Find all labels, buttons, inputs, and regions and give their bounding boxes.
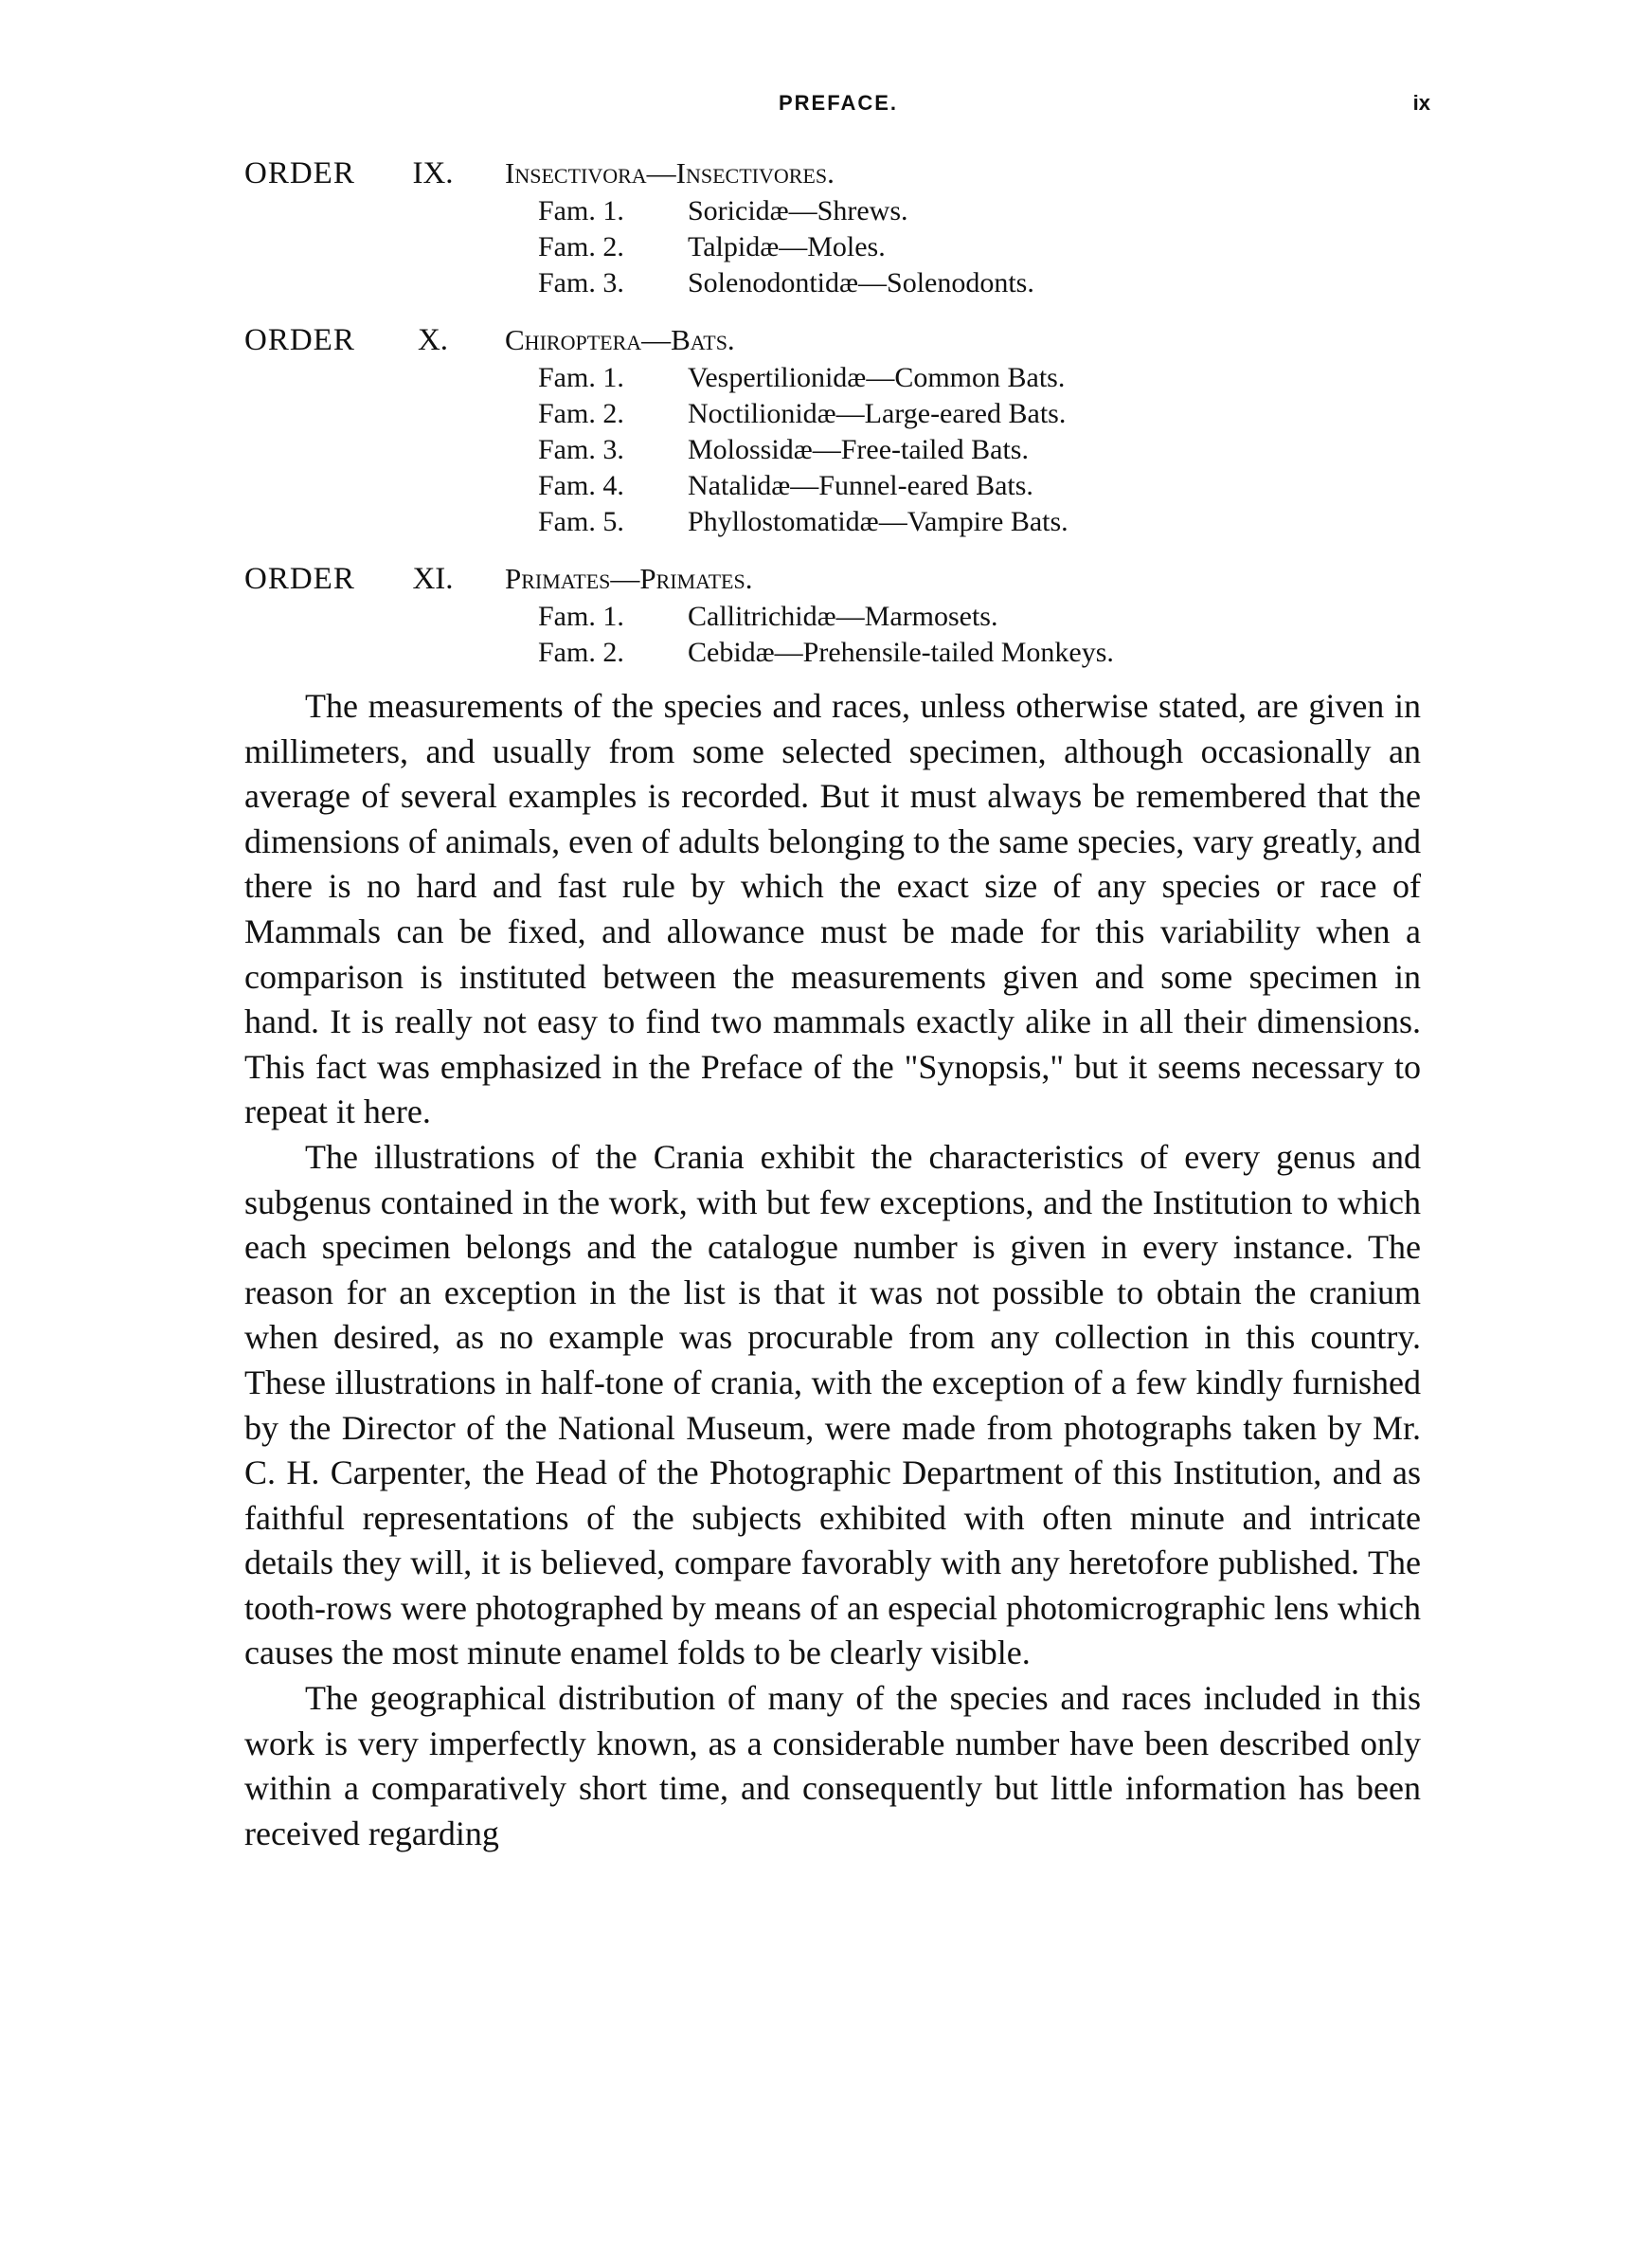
- order-heading: [244, 320, 1428, 360]
- family-entry: [244, 635, 1428, 671]
- page-header: [246, 91, 1430, 129]
- family-entry: [244, 265, 1428, 301]
- family-entry: [244, 396, 1428, 432]
- paragraph-measurements: The measurements of the species and races, unless otherwise stated, are given in millimeters, and usually from some selected specimen, although occasionally an average of several examples is recorded. But it must always be remembered that the dimensions of animals, even of adults belonging to the same species, vary greatly, and there is no hard and fast rule by which the exact size of any species or race of Mammals can be fixed, and allowance must be made for this variability when a comparison is instituted between the measurements given and some specimen in hand. It is really not easy to find two mammals exactly alike in all their dimensions. This fact was emphasized in the Preface of the "Synopsis," but it seems necessary to repeat it here.: [244, 687, 1421, 1131]
- order-label: ORDER: [244, 562, 355, 596]
- family-name: Solenodontidæ—Solenodonts.: [688, 267, 1034, 298]
- family-name: Phyllostomatidæ—Vampire Bats.: [688, 506, 1068, 537]
- paragraph-illustrations: The illustrations of the Crania exhibit the characteristics of every genus and subgenus contained in the work, with but few exceptions, and the Institution to which each specimen belongs and the catalogue number is given in every instance. The reason for an exception in the list is that it was not possible to obtain the cranium when desired, as no example was procurable from any collection in this country. These illustrations in half-tone of crania, with the exception of a few kindly furnished by the Director of the National Museum, were made from photographs taken by Mr. C. H. Carpenter, the Head of the Photographic Department of this Institution, and as faithful representations of the subjects exhibited with often minute and intricate details they will, it is believed, compare favorably with any heretofore published. The tooth-rows were photographed by means of an especial photomicrographic lens which causes the most minute enamel folds to be clearly visible.: [244, 1137, 1421, 1672]
- family-name: Soricidæ—Shrews.: [688, 195, 908, 226]
- order-block: [244, 559, 1428, 671]
- family-name: Natalidæ—Funnel-eared Bats.: [688, 470, 1033, 501]
- family-entry: [244, 504, 1428, 540]
- paragraph-distribution: The geographical distribution of many of the species and races included in this work is very imperfectly known, as a considerable number have been described only within a comparatively short time, and consequently but little information has been received regarding: [244, 1679, 1421, 1852]
- page-number: ix: [1412, 91, 1430, 115]
- family-entry: [244, 432, 1428, 468]
- family-label: Fam. 2.: [538, 637, 624, 668]
- family-name: Vespertilionidæ—Common Bats.: [688, 362, 1066, 393]
- family-name: Cebidæ—Prehensile-tailed Monkeys.: [688, 637, 1114, 668]
- family-label: Fam. 3.: [538, 267, 624, 298]
- family-entry: [244, 360, 1428, 396]
- family-name: Callitrichidæ—Marmosets.: [688, 601, 998, 632]
- taxonomy-list: [244, 153, 1428, 690]
- family-entry: [244, 229, 1428, 265]
- family-label: Fam. 3.: [538, 434, 624, 465]
- family-entry: [244, 599, 1428, 635]
- family-label: Fam. 2.: [538, 231, 624, 262]
- order-name: Primates—Primates.: [505, 562, 753, 595]
- family-label: Fam. 1.: [538, 362, 624, 393]
- order-name: Chiroptera—Bats.: [505, 323, 735, 356]
- family-label: Fam. 5.: [538, 506, 624, 537]
- order-numeral: X.: [417, 323, 449, 357]
- running-head: PREFACE.: [778, 91, 899, 115]
- order-numeral: XI.: [412, 562, 454, 596]
- order-block: [244, 320, 1428, 540]
- order-label: ORDER: [244, 323, 355, 357]
- family-label: Fam. 1.: [538, 195, 624, 226]
- order-block: [244, 153, 1428, 301]
- family-name: Molossidæ—Free-tailed Bats.: [688, 434, 1029, 465]
- body-text: [244, 684, 1421, 1856]
- family-entry: [244, 193, 1428, 229]
- order-numeral: IX.: [412, 156, 454, 190]
- family-label: Fam. 4.: [538, 470, 624, 501]
- order-label: ORDER: [244, 156, 355, 190]
- family-entry: [244, 468, 1428, 504]
- family-label: Fam. 2.: [538, 398, 624, 429]
- family-name: Talpidæ—Moles.: [688, 231, 886, 262]
- family-name: Noctilionidæ—Large-eared Bats.: [688, 398, 1067, 429]
- order-name: Insectivora—Insectivores.: [505, 156, 835, 190]
- order-heading: [244, 153, 1428, 193]
- order-heading: [244, 559, 1428, 599]
- family-label: Fam. 1.: [538, 601, 624, 632]
